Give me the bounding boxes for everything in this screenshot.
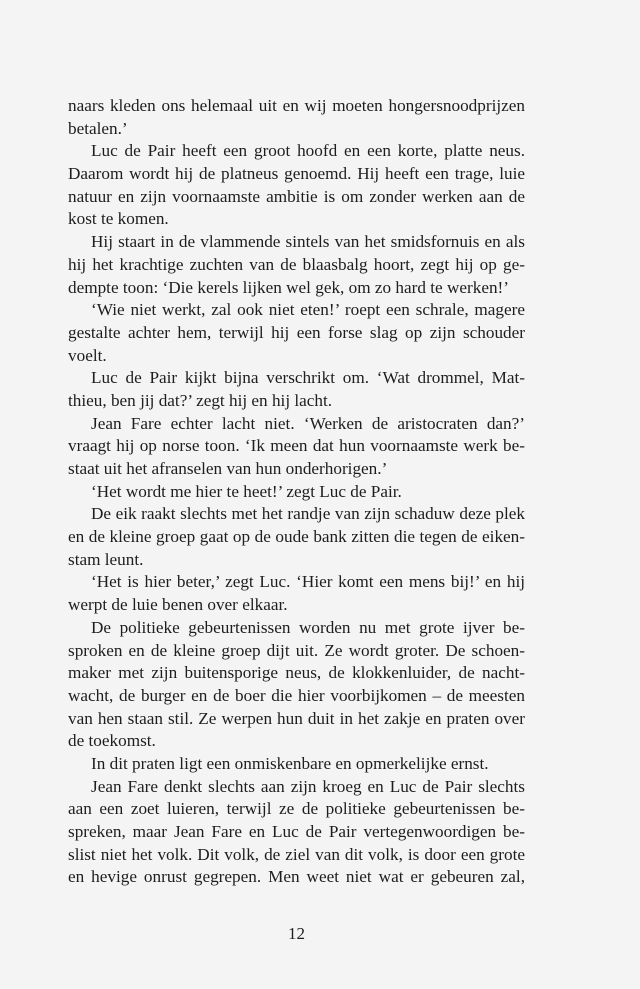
text-line: spreken, maar Jean Fare en Luc de Pair vertegenwoordigen be- (68, 822, 525, 841)
text-line: hij het krachtige zuchten van de blaasbalg hoort, zegt hij op ge- (68, 254, 525, 274)
text-line: Luc de Pair kijkt bijna verschrikt om. ‘Wat drommel, Mat- (91, 368, 525, 388)
text-line: Jean Fare echter lacht niet. ‘Werken de aristocraten dan?’ (91, 413, 525, 433)
text-line: naars kleden ons helemaal uit en wij moeten hongersnoodprijzen (68, 96, 525, 115)
text-line: natuur en zijn voornaamste ambitie is om zonder werken aan de (68, 186, 525, 206)
text-line: ‘Wie niet werkt, zal ook niet eten!’ roept een schrale, magere (91, 300, 525, 320)
text-line: Jean Fare denkt slechts aan zijn kroeg en Luc de Pair slechts (91, 776, 525, 796)
page-body (68, 95, 525, 889)
text-line: van hen staan stil. Ze werpen hun duit in het zakje en praten over (68, 708, 525, 728)
text-line: staat uit het afranselen van hun onderhorigen.’ (68, 459, 388, 478)
text-line: dempte toon: ‘Die kerels lijken wel gek, om zo hard te werken!’ (68, 277, 509, 297)
text-line: aan een zoet luieren, terwijl ze de politieke gebeurtenissen be- (68, 799, 525, 819)
text-line: Daarom wordt hij de platneus genoemd. Hij heeft een trage, luie (68, 164, 525, 184)
text-line: ‘Het is hier beter,’ zegt Luc. ‘Hier komt een mens bij!’ en hij (91, 572, 525, 592)
text-line: gestalte achter hem, terwijl hij een forse slag op zijn schouder (68, 322, 525, 342)
page-number: 12 (288, 924, 305, 943)
text-line: slist niet het volk. Dit volk, de ziel van dit volk, is door een grote (68, 844, 525, 864)
text-line: stam leunt. (68, 549, 144, 569)
text-line: en de kleine groep gaat op de oude bank zitten die tegen de eiken- (68, 527, 525, 547)
text-line: De eik raakt slechts met het randje van zijn schaduw deze plek (91, 504, 525, 524)
text-line: ‘Het wordt me hier te heet!’ zegt Luc de Pair. (91, 481, 402, 501)
text-line: de toekomst. (68, 731, 156, 751)
text-line: thieu, ben jij dat?’ zegt hij en hij lacht. (68, 390, 333, 410)
text-line: sproken en de kleine groep dijt uit. Ze wordt groter. De schoen- (68, 640, 525, 660)
text-line: maker met zijn buitensporige neus, de klokkenluider, de nacht- (68, 663, 525, 683)
text-line: Hij staart in de vlammende sintels van het smidsfornuis en als (91, 232, 525, 252)
text-line: wacht, de burger en de boer die hier voorbijkomen – de meesten (68, 685, 525, 705)
text-line: voelt. (68, 345, 107, 365)
text-line: kost te komen. (68, 209, 169, 229)
text-line: werpt de luie benen over elkaar. (68, 595, 288, 615)
text-line: betalen.’ (68, 118, 128, 138)
text-line: In dit praten ligt een onmiskenbare en opmerkelijke ernst. (91, 753, 489, 773)
text-line: Luc de Pair heeft een groot hoofd en een korte, platte neus. (91, 141, 525, 161)
text-line: vraagt hij op norse toon. ‘Ik meen dat hun voornaamste werk be- (68, 436, 525, 456)
text-line: en hevige onrust gegrepen. Men weet niet wat er gebeuren zal, (68, 867, 525, 887)
text-line: De politieke gebeurtenissen worden nu met grote ijver be- (91, 617, 525, 637)
